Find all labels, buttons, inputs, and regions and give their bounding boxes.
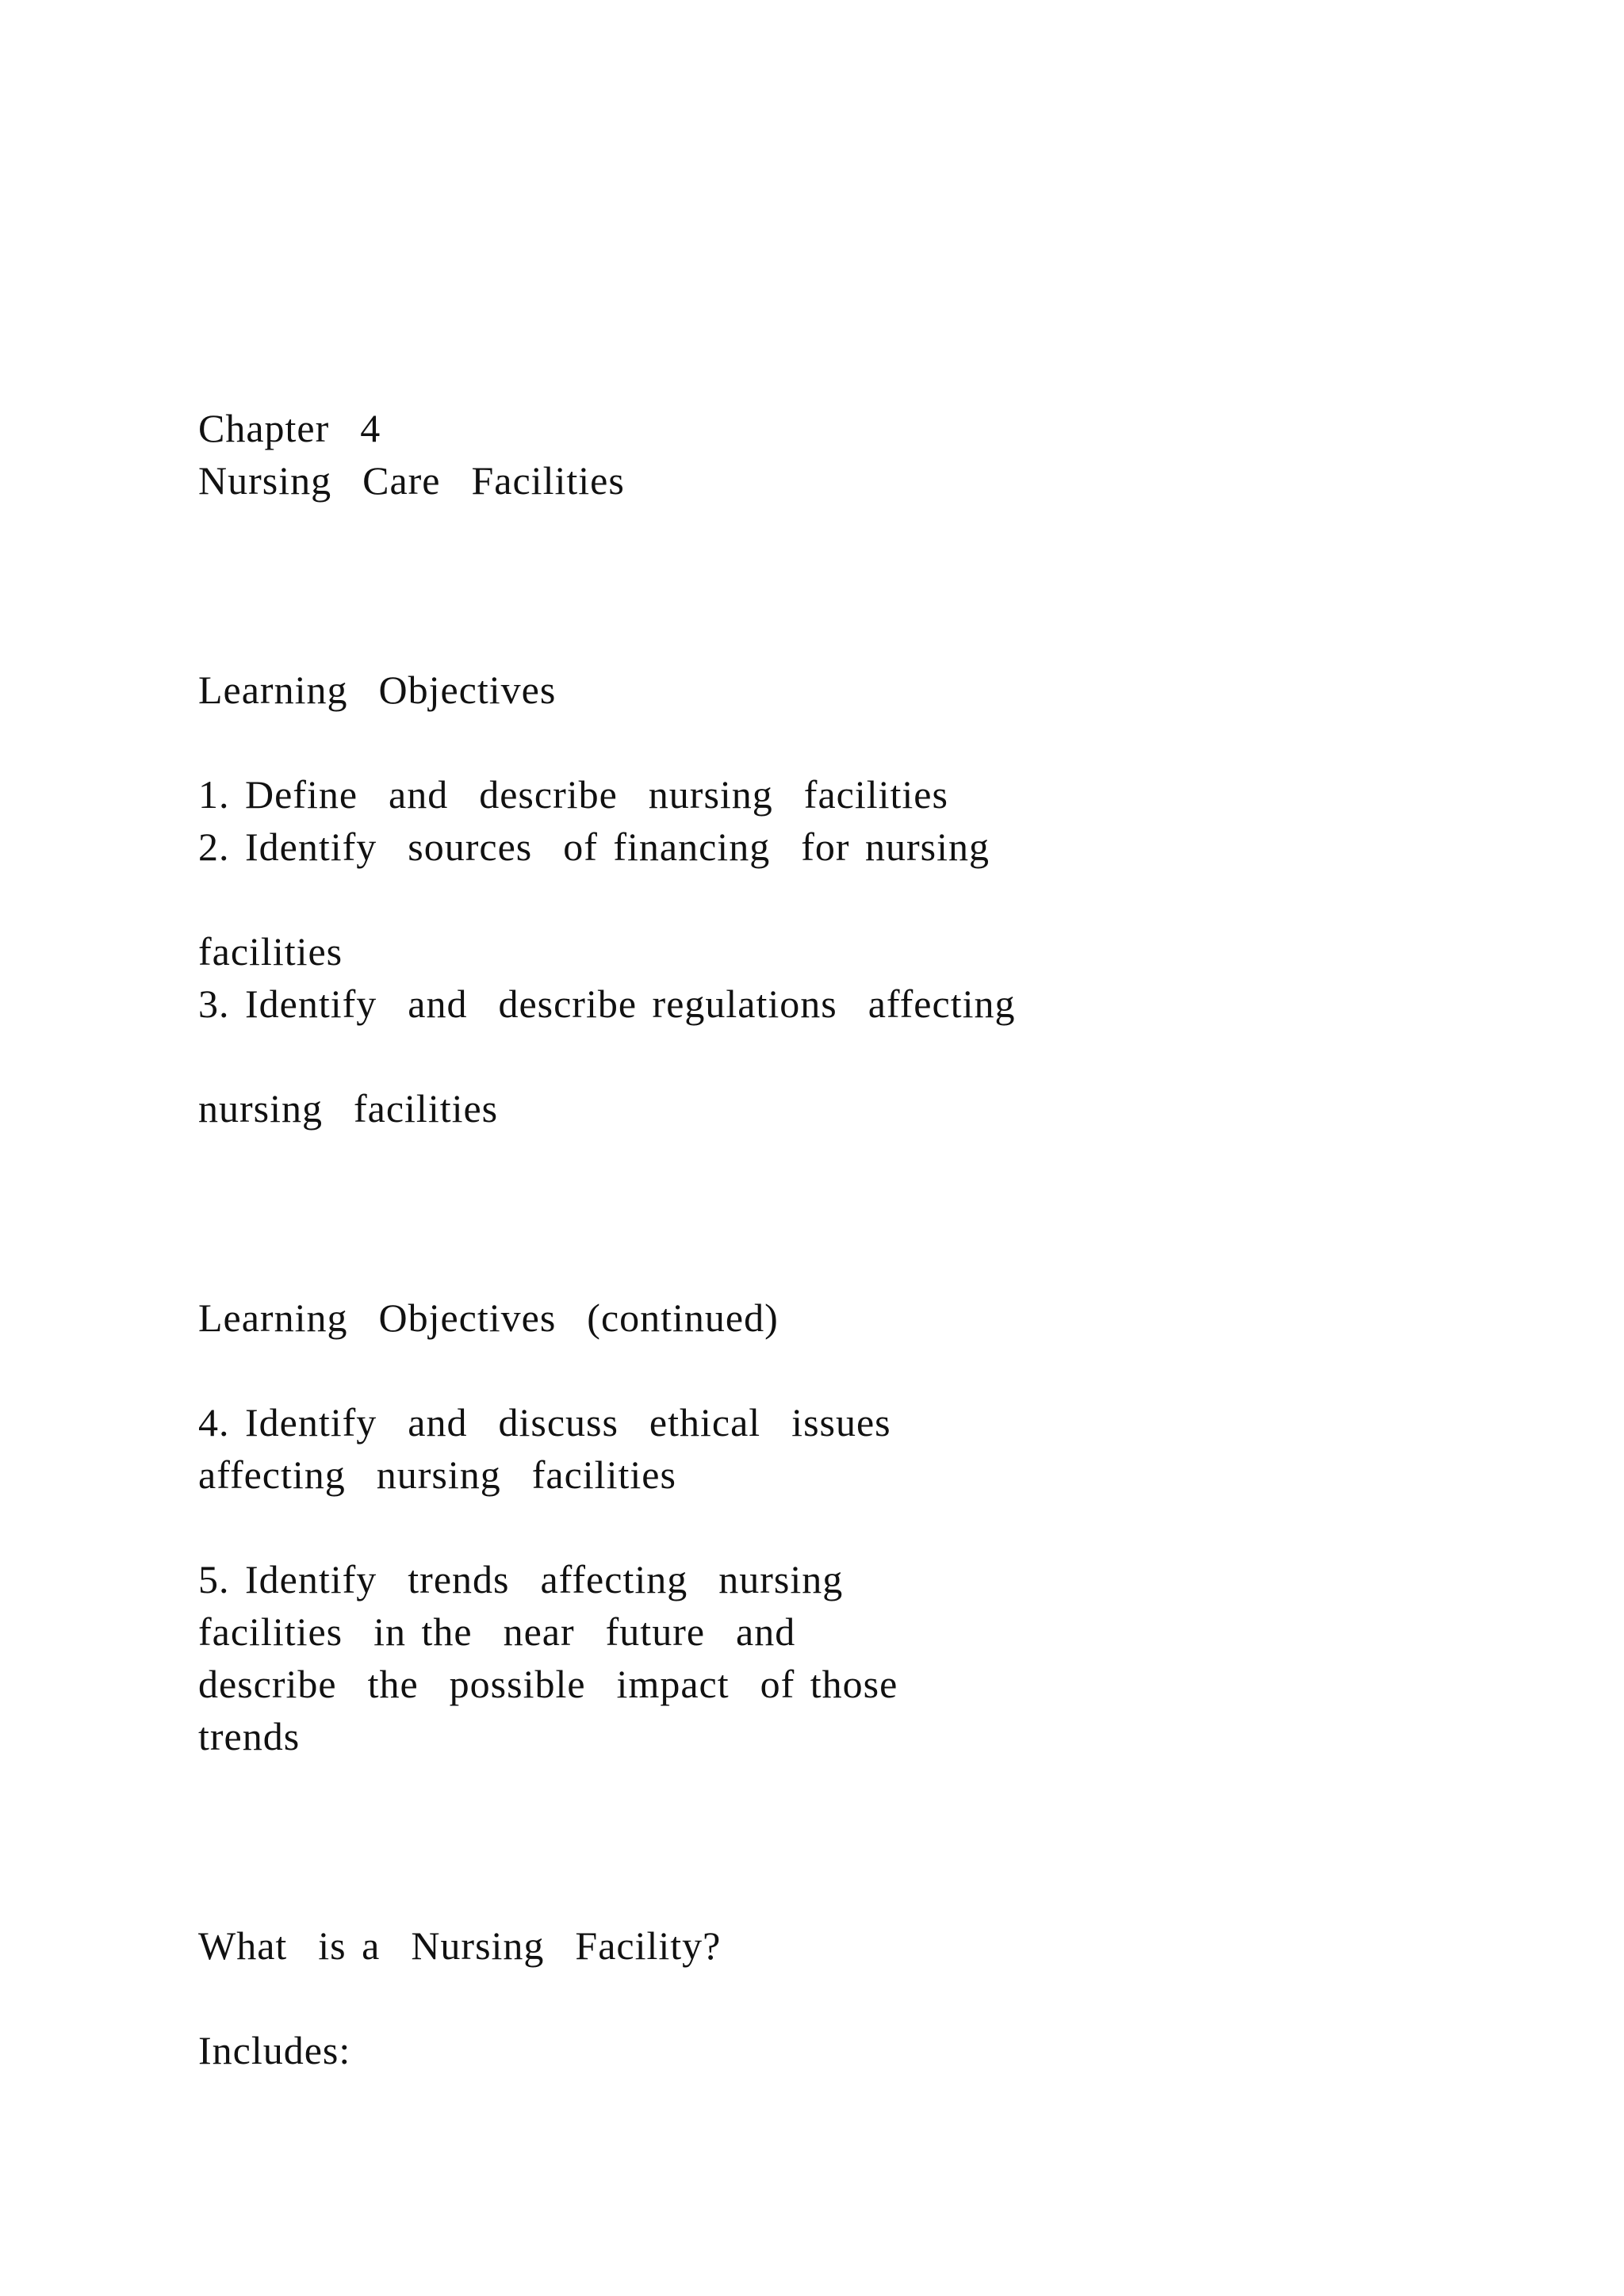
- objective-3-line-1: 3. Identify and describe regulations affecting: [198, 982, 1016, 1026]
- objective-2-line-2: facilities: [198, 929, 343, 974]
- objective-4-line-2: affecting nursing facilities: [198, 1452, 676, 1497]
- objective-5-line-2: facilities in the near future and: [198, 1609, 796, 1654]
- section-heading-learning-objectives-continued: Learning Objectives (continued): [198, 1295, 779, 1340]
- chapter-title: Nursing Care Facilities: [198, 458, 625, 503]
- objective-3-line-2: nursing facilities: [198, 1086, 499, 1131]
- objective-5-line-4: trends: [198, 1714, 301, 1758]
- objective-5-line-1: 5. Identify trends affecting nursing: [198, 1557, 844, 1601]
- objective-1: 1. Define and describe nursing facilities: [198, 772, 948, 817]
- includes-label: Includes:: [198, 2028, 351, 2072]
- objective-5-line-3: describe the possible impact of those: [198, 1662, 898, 1706]
- section-heading-what-is-nursing-facility: What is a Nursing Facility?: [198, 1923, 722, 1968]
- section-heading-learning-objectives: Learning Objectives: [198, 668, 557, 712]
- chapter-number: Chapter 4: [198, 406, 381, 450]
- objective-2-line-1: 2. Identify sources of financing for nursing: [198, 825, 990, 869]
- objective-4-line-1: 4. Identify and discuss ethical issues: [198, 1400, 891, 1445]
